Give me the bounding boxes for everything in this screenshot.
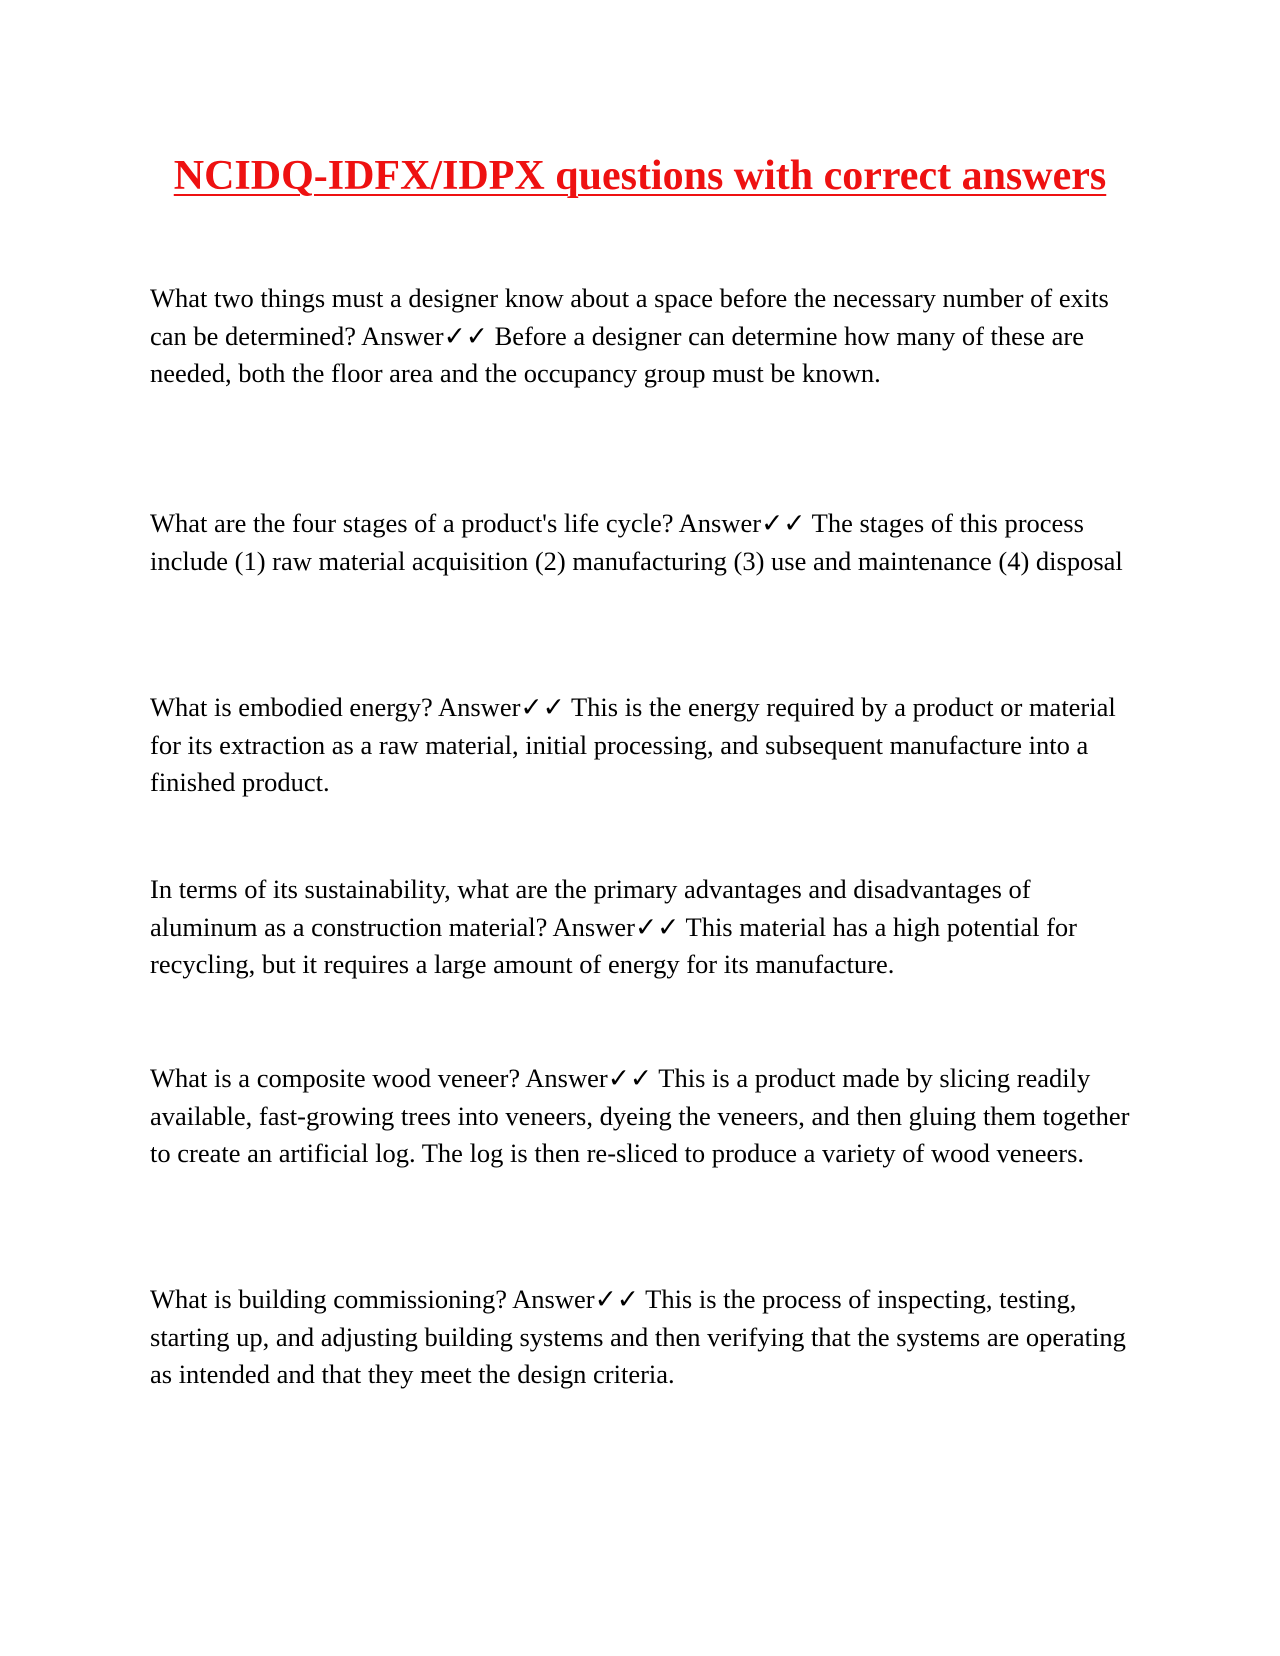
qa-entry-aluminum: In terms of its sustainability, what are the primary advantages and disadvantages of aluminum as a construction material? Answer✓✓ This material has a high potential for recycling, but it requires a large amount of energy for its manufacture. — [150, 874, 1078, 979]
qa-entry-composite-veneer: What is a composite wood veneer? Answer✓✓ This is a product made by slicing readily available, fast-growing trees into veneers, dyeing the veneers, and then gluing them together to create an artificial log. The log is then re-sliced to produce a variety of wood veneers. — [150, 1063, 1130, 1168]
qa-entry-commissioning: What is building commissioning? Answer✓✓ This is the process of inspecting, testing, starting up, and adjusting building systems and then verifying that the systems are operating as intended and that they meet the design criteria. — [150, 1284, 1126, 1389]
qa-entry-life-cycle: What are the four stages of a product's life cycle? Answer✓✓ The stages of this process include (1) raw material acquisition (2) manufacturing (3) use and maintenance (4) disposal — [150, 508, 1123, 576]
document-title: NCIDQ-IDFX/IDPX questions with correct answers — [173, 153, 1107, 199]
qa-entry-embodied-energy: What is embodied energy? Answer✓✓ This is the energy required by a product or material for its extraction as a raw material, initial processing, and subsequent manufacture into a finished product. — [150, 692, 1116, 797]
qa-entry-exits: What two things must a designer know about a space before the necessary number of exits can be determined? Answer✓✓ Before a designer can determine how many of these are needed, both the floor area and the occupancy group must be known. — [150, 283, 1109, 388]
